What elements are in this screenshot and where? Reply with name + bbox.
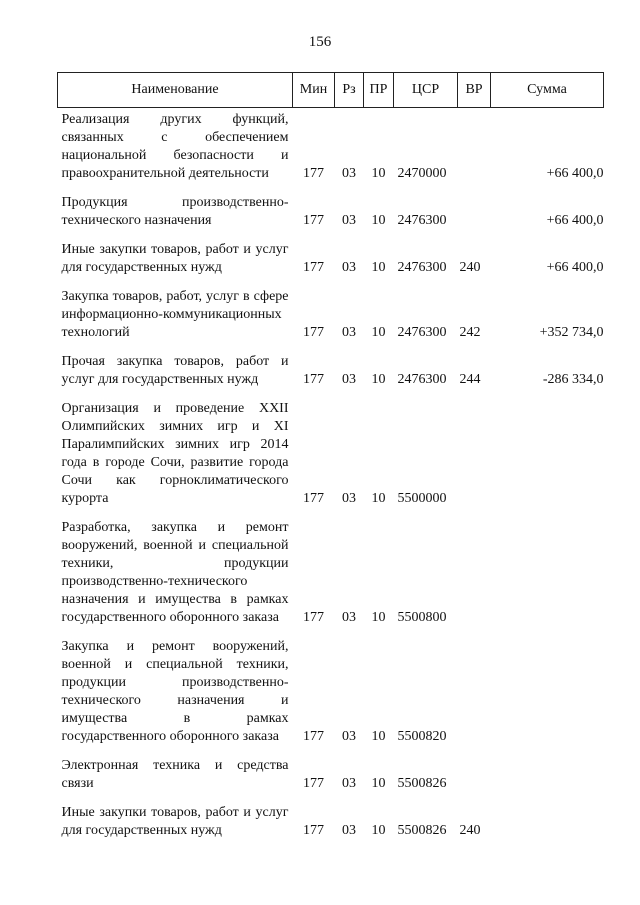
row-min: 177 xyxy=(303,260,324,275)
header-rz: Рз xyxy=(335,73,364,108)
row-pr: 10 xyxy=(371,491,386,506)
row-vr: 240 xyxy=(459,823,481,838)
page-number: 156 xyxy=(308,34,332,50)
row-rz: 03 xyxy=(342,823,356,838)
header-name: Наименование xyxy=(58,73,293,108)
row-name: Иные закупки товаров, работ и услуг для государственных нужд xyxy=(61,242,289,275)
header-min: Мин xyxy=(293,73,335,108)
row-pr: 10 xyxy=(371,729,386,744)
row-name: Организация и проведение XXII Олимпийских зимних игр и XI Паралимпийских зимних игр 2014 года в городе Сочи, развитие города Сочи как горноклиматического курорта xyxy=(61,401,289,506)
row-csr: 2476300 xyxy=(397,260,447,275)
row-rz: 03 xyxy=(342,325,356,340)
row-name: Закупка товаров, работ, услуг в сфере информационно-коммуникационных технологий xyxy=(61,289,289,340)
table-row xyxy=(58,347,604,394)
row-sum: +66 400,0 xyxy=(546,213,604,228)
row-sum xyxy=(491,394,604,513)
row-vr: 240 xyxy=(459,260,481,275)
row-sum xyxy=(491,798,604,845)
row-pr: 10 xyxy=(371,372,386,387)
table-header xyxy=(58,73,604,108)
row-min: 177 xyxy=(303,610,324,625)
row-csr: 5500820 xyxy=(397,729,447,744)
row-sum xyxy=(491,513,604,632)
row-min: 177 xyxy=(303,776,324,791)
row-rz: 03 xyxy=(342,213,356,228)
row-min: 177 xyxy=(303,372,324,387)
table-row xyxy=(58,394,604,513)
row-sum: +66 400,0 xyxy=(546,166,604,181)
budget-table xyxy=(57,72,604,845)
row-csr: 2476300 xyxy=(397,372,447,387)
row-rz: 03 xyxy=(342,260,356,275)
header-pr: ПР xyxy=(364,73,394,108)
row-csr: 5500800 xyxy=(397,610,447,625)
row-vr xyxy=(458,751,491,798)
row-rz: 03 xyxy=(342,729,356,744)
row-rz: 03 xyxy=(342,491,356,506)
header-row xyxy=(58,73,604,108)
row-vr: 242 xyxy=(459,325,481,340)
row-rz: 03 xyxy=(342,776,356,791)
table-row xyxy=(58,513,604,632)
row-pr: 10 xyxy=(371,213,386,228)
row-sum xyxy=(491,751,604,798)
row-min: 177 xyxy=(303,823,324,838)
row-rz: 03 xyxy=(342,372,356,387)
row-vr xyxy=(458,188,491,235)
row-rz: 03 xyxy=(342,610,356,625)
row-sum: +66 400,0 xyxy=(546,260,604,275)
table-row xyxy=(58,108,604,189)
row-min: 177 xyxy=(303,213,324,228)
header-csr: ЦСР xyxy=(394,73,458,108)
row-min: 177 xyxy=(303,729,324,744)
row-csr: 2476300 xyxy=(397,213,447,228)
row-vr xyxy=(458,108,491,189)
row-pr: 10 xyxy=(371,776,386,791)
header-vr: ВР xyxy=(458,73,491,108)
table-body xyxy=(58,108,604,846)
row-min: 177 xyxy=(303,166,324,181)
row-name: Электронная техника и средства связи xyxy=(61,758,289,791)
row-vr xyxy=(458,394,491,513)
row-name: Реализация других функций, связанных с обеспечением национальной безопасности и правоохранительной деятельности xyxy=(61,112,289,181)
row-min: 177 xyxy=(303,491,324,506)
row-min: 177 xyxy=(303,325,324,340)
row-vr xyxy=(458,513,491,632)
table-row xyxy=(58,632,604,751)
row-pr: 10 xyxy=(371,325,386,340)
header-sum: Сумма xyxy=(491,73,604,108)
row-name: Разработка, закупка и ремонт вооружений, военной и специальной техники, продукции производственно-технического назначения и имущества в рамках государственного оборонного заказа xyxy=(61,520,289,625)
table-row xyxy=(58,188,604,235)
row-pr: 10 xyxy=(371,260,386,275)
row-csr: 5500000 xyxy=(397,491,447,506)
row-csr: 5500826 xyxy=(397,823,447,838)
row-rz: 03 xyxy=(342,166,356,181)
row-name: Закупка и ремонт вооружений, военной и специальной техники, продукции производственно-технического назначения и имущества в рамках государственного оборонного заказа xyxy=(61,639,289,744)
row-sum: -286 334,0 xyxy=(542,372,604,387)
row-pr: 10 xyxy=(371,823,386,838)
row-sum xyxy=(491,632,604,751)
row-name: Иные закупки товаров, работ и услуг для государственных нужд xyxy=(61,805,289,838)
table-row xyxy=(58,798,604,845)
row-name: Продукция производственно-технического назначения xyxy=(61,195,289,228)
row-csr: 5500826 xyxy=(397,776,447,791)
row-name: Прочая закупка товаров, работ и услуг для государственных нужд xyxy=(61,354,289,387)
table-row xyxy=(58,235,604,282)
row-vr xyxy=(458,632,491,751)
table-row xyxy=(58,751,604,798)
row-sum: +352 734,0 xyxy=(539,325,604,340)
row-csr: 2476300 xyxy=(397,325,447,340)
row-pr: 10 xyxy=(371,610,386,625)
row-pr: 10 xyxy=(371,166,386,181)
table-row xyxy=(58,282,604,347)
row-vr: 244 xyxy=(459,372,481,387)
row-csr: 2470000 xyxy=(397,166,447,181)
